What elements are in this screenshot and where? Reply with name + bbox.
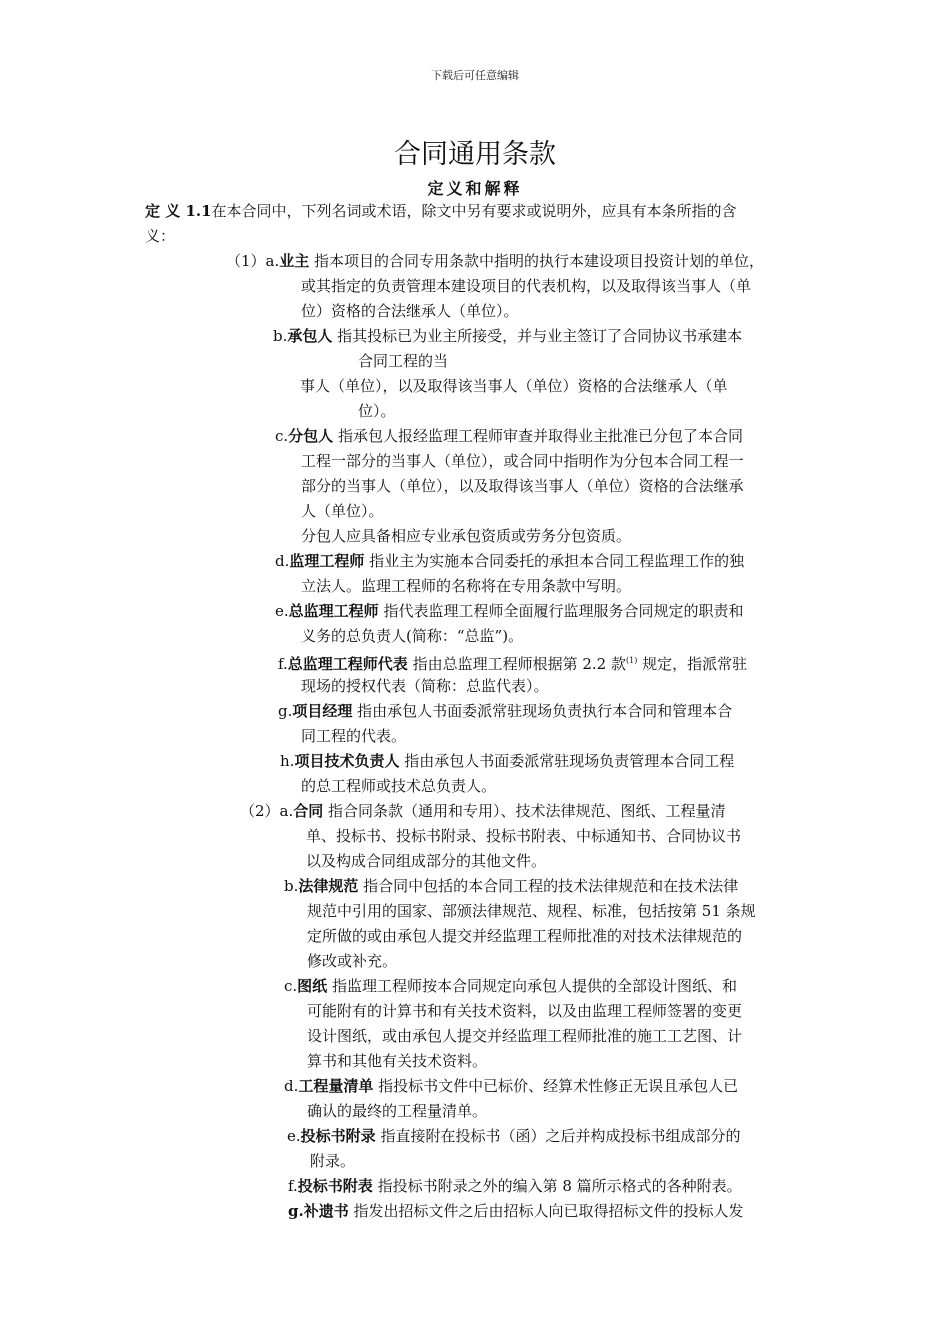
term-text-line: 可能附有的计算书和有关技术资料，以及由监理工程师签署的变更 xyxy=(307,1002,743,1020)
term-text-line: 以及构成合同组成部分的其他文件。 xyxy=(306,852,547,870)
page-title: 合同通用条款 xyxy=(394,139,556,170)
term-entry-chief-engineer: e.总监理工程师 指代表监理工程师全面履行监理服务合同规定的职责和 xyxy=(275,602,744,620)
term-text-line: 确认的最终的工程量清单。 xyxy=(307,1102,488,1120)
term-text-line: 算书和其他有关技术资料。 xyxy=(307,1052,488,1070)
term-text-line: 人（单位）。 xyxy=(301,502,384,520)
term-text-line: 部分的当事人（单位），以及取得该当事人（单位）资格的合法继承 xyxy=(301,477,744,495)
definition-intro-line: 义： xyxy=(145,227,176,245)
term-text-line: 合同工程的当 xyxy=(358,352,449,370)
term-entry-owner: （1）a.业主 指本项目的合同专用条款中指明的执行本建设项目投资计划的单位， xyxy=(226,252,765,270)
term-entry-bill-of-quantities: d.工程量清单 指投标书文件中已标价、经算术性修正无误且承包人已 xyxy=(284,1077,739,1095)
term-entry-subcontractor: c.分包人 指承包人报经监理工程师审查并取得业主批准已分包了本合同 xyxy=(275,427,743,445)
term-text-line: 现场的授权代表（简称：总监代表）。 xyxy=(301,677,549,695)
term-entry-contractor: b.承包人 指其投标已为业主所接受，并与业主签订了合同协议书承建本 xyxy=(273,327,743,345)
term-entry-addendum: g.补遗书 指发出招标文件之后由招标人向已取得招标文件的投标人发 xyxy=(288,1202,744,1220)
term-text-line: 义务的总负责人(简称：“总监”)。 xyxy=(301,627,524,645)
header-note: 下载后可任意编辑 xyxy=(431,69,519,82)
term-text-line: 位）资格的合法继承人（单位）。 xyxy=(301,302,519,320)
term-entry-bid-schedules: f.投标书附表 指投标书附录之外的编入第 8 篇所示格式的各种附表。 xyxy=(288,1177,742,1195)
definition-intro-line: 定 义 1.1在本合同中，下列名词或术语，除文中另有要求或说明外，应具有本条所指的含 xyxy=(145,202,737,220)
term-text-line: 的总工程师或技术总负责人。 xyxy=(301,777,497,795)
term-text-line: 位）。 xyxy=(358,402,396,420)
term-text-line: 同工程的代表。 xyxy=(301,727,407,745)
term-text-line: 附录。 xyxy=(310,1152,356,1170)
term-text-line: 事人（单位），以及取得该当事人（单位）资格的合法继承人（单 xyxy=(300,377,728,395)
term-text-line: 分包人应具备相应专业承包资质或劳务分包资质。 xyxy=(301,527,632,545)
term-text-line: 修改或补充。 xyxy=(307,952,398,970)
term-text-line: 设计图纸，或由承包人提交并经监理工程师批准的施工工艺图、计 xyxy=(307,1027,743,1045)
term-entry-technical-lead: h.项目技术负责人 指由承包人书面委派常驻现场负责管理本合同工程 xyxy=(280,752,735,770)
term-text-line: 立法人。监理工程师的名称将在专用条款中写明。 xyxy=(301,577,632,595)
term-text-line: 工程一部分的当事人（单位），或合同中指明作为分包本合同工程一 xyxy=(301,452,744,470)
term-text-line: 定所做的或由承包人提交并经监理工程师批准的对技术法律规范的 xyxy=(307,927,743,945)
term-entry-supervising-engineer: d.监理工程师 指业主为实施本合同委托的承担本合同工程监理工作的独 xyxy=(275,552,745,570)
term-entry-chief-engineer-rep: f.总监理工程师代表 指由总监理工程师根据第 2.2 款$^{(1)}$ 规定，指派常驻 xyxy=(278,655,748,673)
term-text-line: 或其指定的负责管理本建设项目的代表机构，以及取得该当事人（单 xyxy=(301,277,752,295)
definition-label: 定 义 1.1 xyxy=(145,202,212,220)
term-entry-drawings: c.图纸 指监理工程师按本合同规定向承包人提供的全部设计图纸、和 xyxy=(284,977,737,995)
term-entry-specifications: b.法律规范 指合同中包括的本合同工程的技术法律规范和在技术法律 xyxy=(284,877,739,895)
term-entry-contract: （2）a.合同 指合同条款（通用和专用）、技术法律规范、图纸、工程量清 xyxy=(240,802,726,820)
term-entry-bid-appendix: e.投标书附录 指直接附在投标书（函）之后并构成投标书组成部分的 xyxy=(287,1127,741,1145)
term-entry-project-manager: g.项目经理 指由承包人书面委派常驻现场负责执行本合同和管理本合 xyxy=(278,702,733,720)
section-subtitle: 定义和解释 xyxy=(427,179,523,198)
term-text-line: 规范中引用的国家、部颁法律规范、规程、标准，包括按第 51 条规 xyxy=(307,902,756,920)
term-text-line: 单、投标书、投标书附录、投标书附表、中标通知书、合同协议书 xyxy=(306,827,742,845)
